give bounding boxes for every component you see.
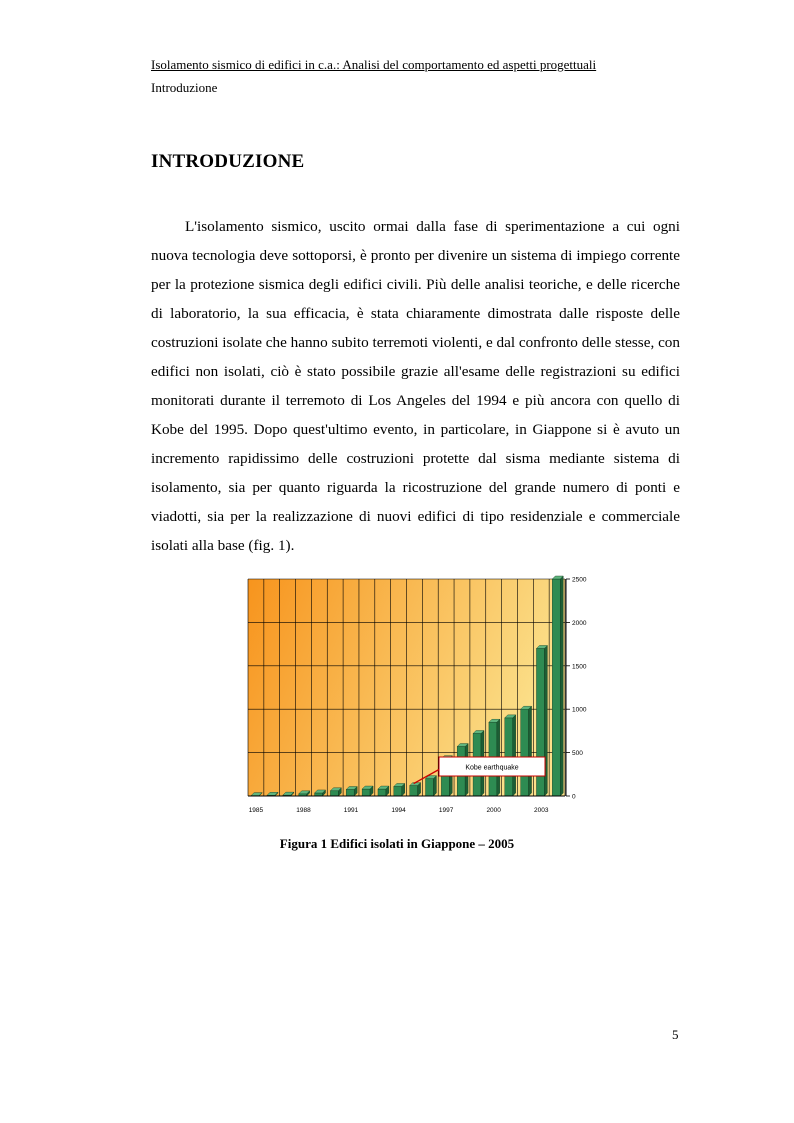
bar: [394, 783, 405, 796]
bar-front: [330, 791, 338, 796]
y-tick-label: 1500: [572, 663, 587, 671]
body-paragraph: L'isolamento sismico, uscito ormai dalla fase di sperimentazione a cui ogni nuova tecnologia deve sottoporsi, è pronto per divenire un sistema di impiego corrente per la protezione sismica degli edifici civili. Più delle analisi teoriche, e delle ricerche di laboratorio, la sua efficacia, è stata chiaramente dimostrata dalle risposte delle costruzioni isolate che hanno subito terremoti violenti, e dal confronto delle stesse, con edifici non isolati, ciò è stato possibile grazie all'esame delle registrazioni su edifici monitorati durante il terremoto di Los Angeles del 1994 e più ancora con quello di Kobe del 1995. Dopo quest'ultimo evento, in particolare, in Giappone si è avuto un incremento rapidissimo delle costruzioni protette dal sisma mediante sistema di isolamento, sia per quanto riguarda la ricostruzione del grande numero di ponti e viadotti, sia per la realizzazione di nuovi edifici di tipo residenziale e commerciale isolati alla base (fig. 1).: [151, 218, 680, 554]
bar-front: [378, 789, 386, 796]
bar: [330, 788, 341, 796]
x-tick-label: 1997: [438, 807, 454, 814]
x-tick-label: 2000: [486, 807, 501, 814]
bar-side: [513, 715, 516, 796]
bar-front: [362, 789, 370, 796]
bar-front: [552, 579, 560, 796]
y-tick-label: 500: [572, 750, 583, 758]
x-tick-label: 1994: [391, 807, 406, 814]
section-heading: INTRODUZIONE: [151, 151, 305, 172]
bar-front: [394, 786, 402, 796]
bar-side: [529, 706, 532, 796]
page-number: 5: [672, 1027, 679, 1042]
running-section: Introduzione: [151, 80, 218, 95]
running-title: Isolamento sismico di edifici in c.a.: Analisi del comportamento ed aspetti progettuali: [151, 57, 597, 72]
bar: [410, 783, 421, 796]
y-tick-label: 2000: [572, 619, 587, 627]
y-tick-label: 0: [572, 793, 576, 801]
x-tick-label: 1988: [296, 807, 311, 814]
bar-front: [346, 789, 354, 796]
x-tick-label: 1991: [343, 807, 359, 814]
bar-front: [410, 786, 418, 796]
y-tick-label: 1000: [572, 706, 587, 714]
x-tick-label: 1985: [248, 807, 264, 814]
figure-chart: [243, 574, 588, 819]
bar: [346, 786, 357, 796]
bar: [362, 786, 373, 796]
y-tick-label: 2500: [572, 576, 587, 584]
figure-caption: Figura 1 Edifici isolati in Giappone – 2005: [279, 836, 515, 851]
bar-front: [521, 709, 529, 796]
bar: [378, 786, 389, 796]
bar: [426, 776, 437, 796]
bar: [505, 715, 516, 796]
bar-chart: [243, 574, 588, 819]
bar-front: [426, 779, 434, 796]
annotation-label: Kobe earthquake: [465, 764, 519, 772]
bar-side: [433, 776, 436, 796]
bar-side: [560, 576, 563, 796]
bar: [521, 706, 532, 796]
x-tick-label: 2003: [533, 807, 549, 814]
bar: [552, 576, 563, 796]
